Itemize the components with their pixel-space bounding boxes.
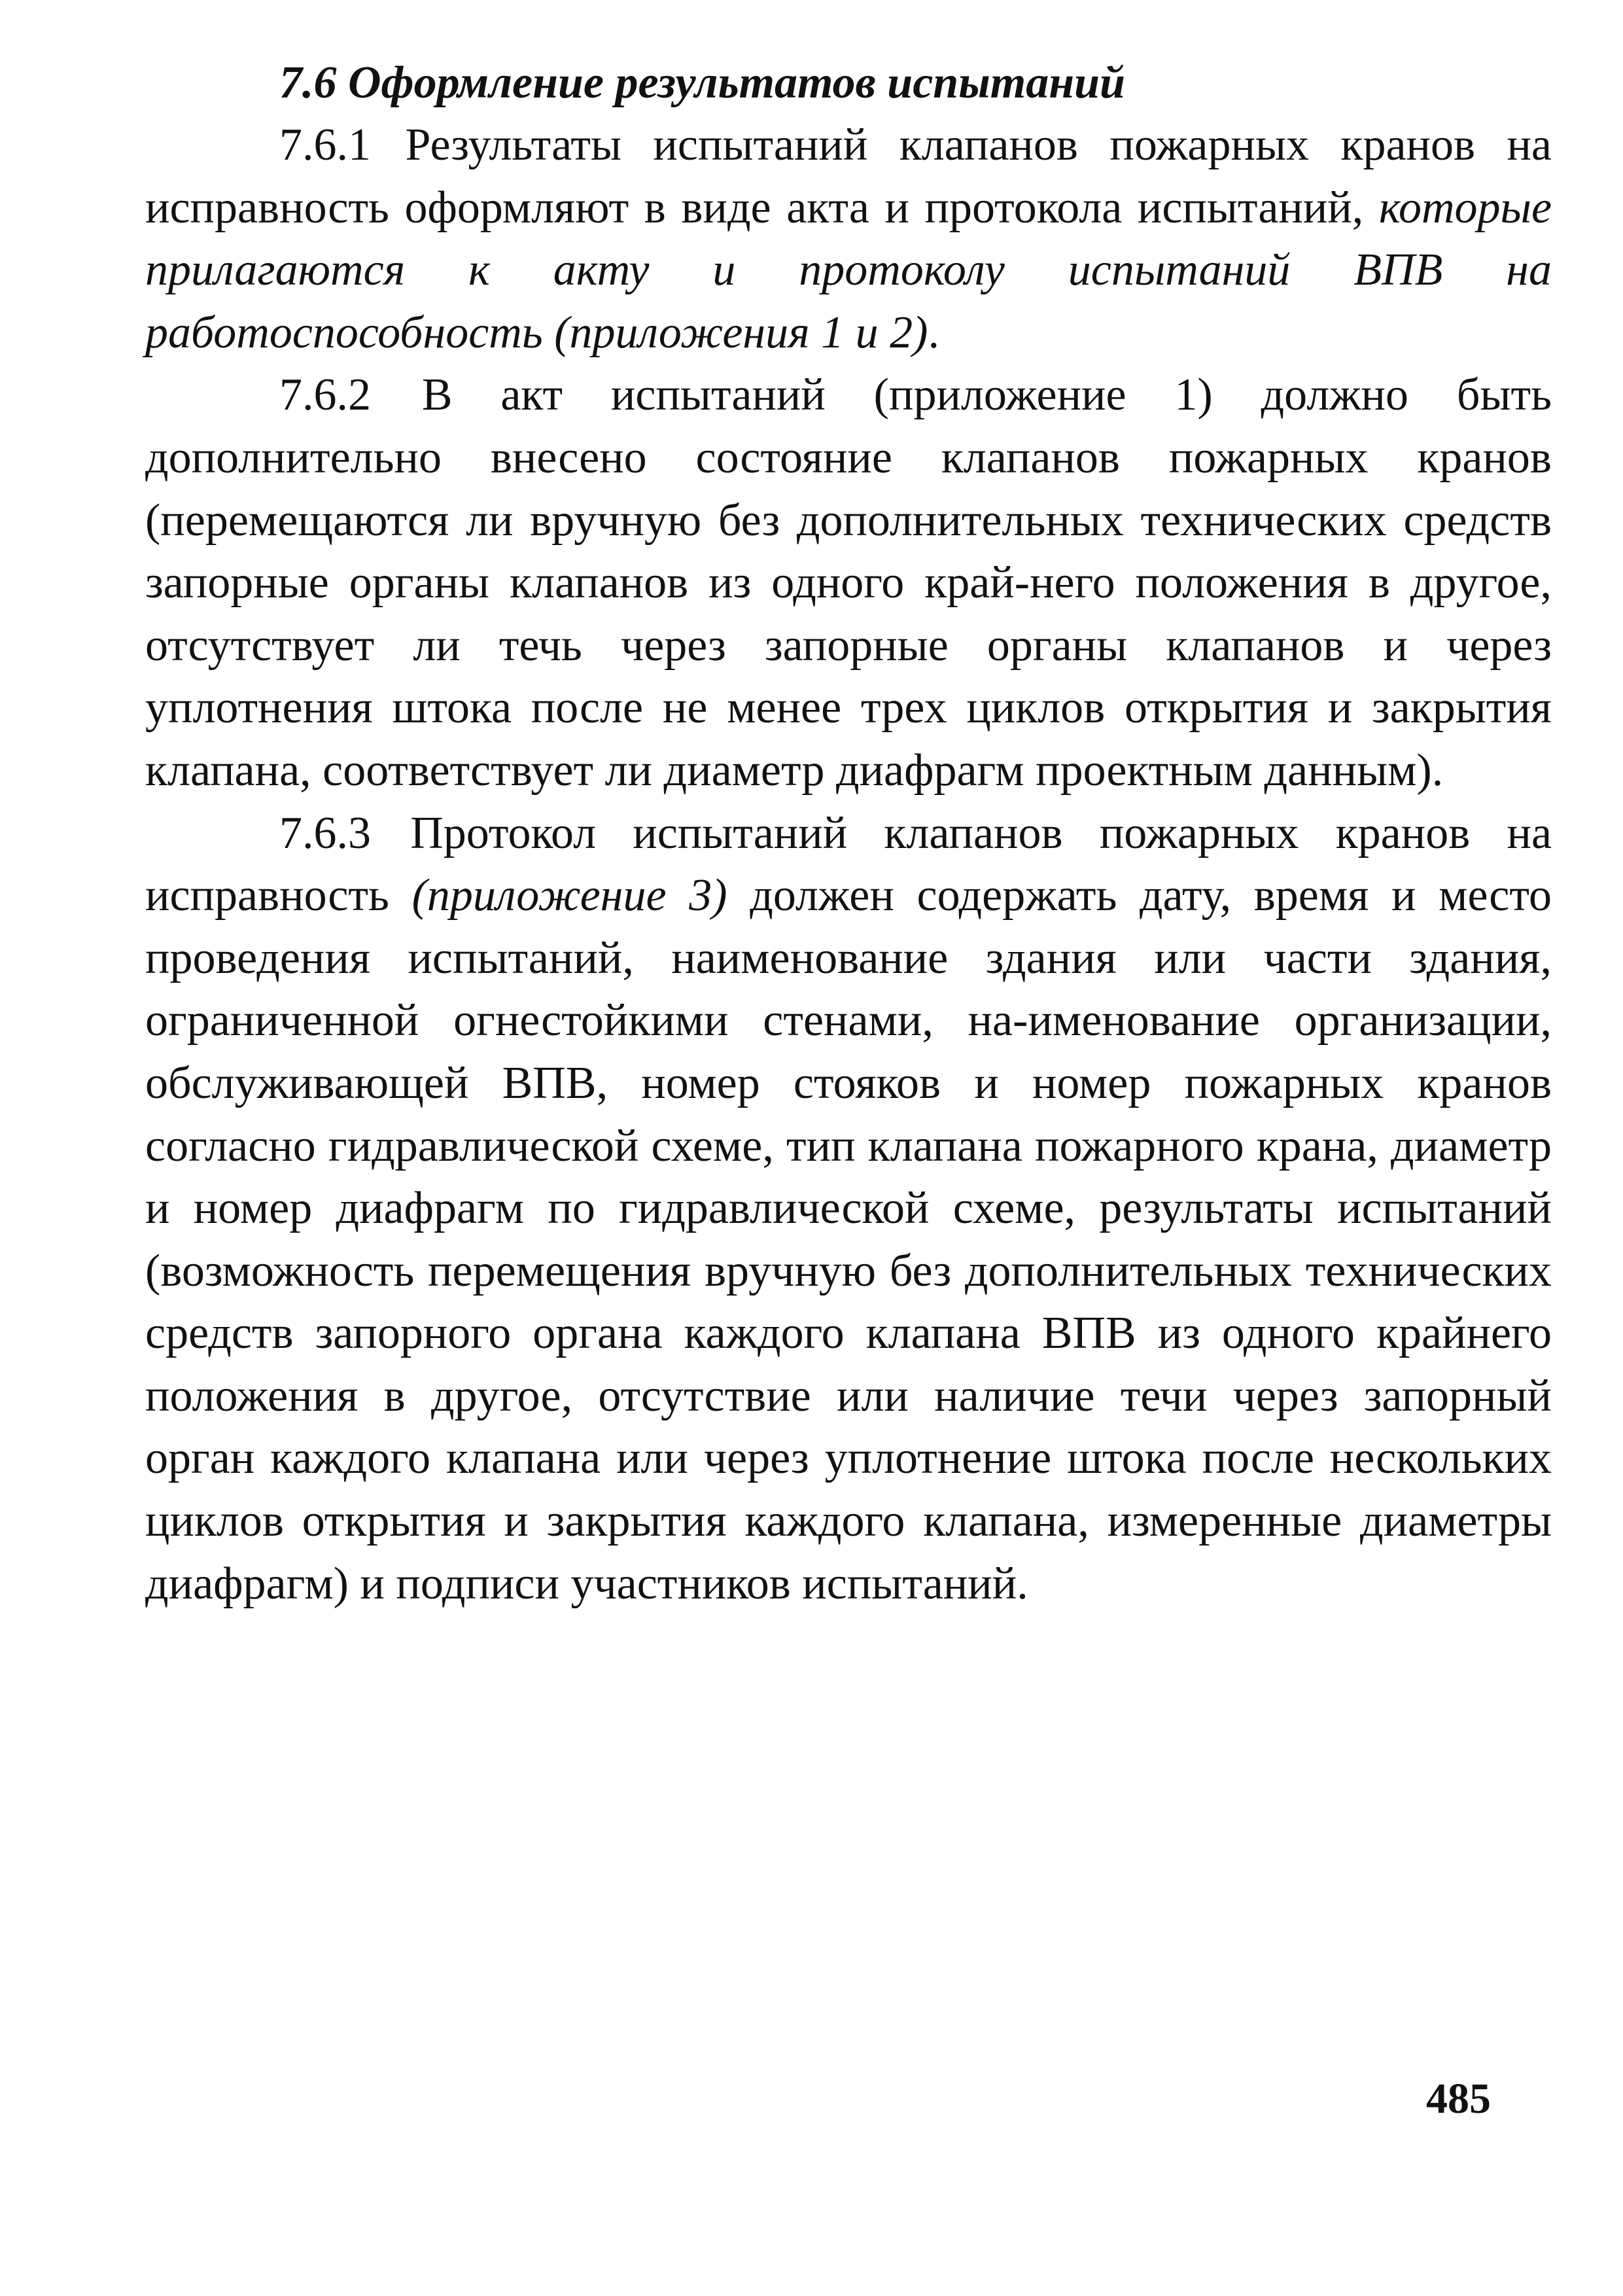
paragraph-number: 7.6.3 [279, 807, 371, 858]
paragraph-7-6-2 [145, 364, 1552, 802]
paragraph-7-6-1 [145, 114, 1552, 364]
paragraph-text-part-a: должен содержать дату, время и место проведения испытаний, наименование здания или части здания, ограниченной огнестойкими стенами, на- [145, 870, 1552, 1046]
paragraph-tail: . [928, 307, 939, 358]
paragraph-7-6-3 [145, 802, 1552, 1616]
paragraph-text-part-b: именование организации, обслуживающей ВПВ, номер стояков и номер пожарных кранов согласно гидравлической схеме, тип клапана пожарного крана, диаметр и номер диафрагм по гидравлической схеме, результаты испытаний (возможность перемещения вручную без дополнительных технических средств запорного органа каждого клапана ВПВ из одного крайнего положения в другое, отсутствие или наличие течи через запорный орган каждого клапана или через уплотнение штока после нескольких циклов открытия и закрытия каждого клапана, измеренные диаметры диафрагм) и подписи участников испытаний. [145, 995, 1552, 1609]
paragraph-text-part-a: В акт испытаний (приложение 1) должно быть дополнительно внесено состояние клапанов пожарных кранов (перемещаются ли вручную без дополнительных технических средств запорные органы клапанов из одного край- [145, 370, 1552, 609]
paragraph-italic-text: которые прилагаются к акту и протоколу испытаний ВПВ на работоспособность (приложения 1 и 2) [145, 182, 1552, 358]
paragraph-text: Протокол испытаний клапанов пожарных кранов на исправность [145, 807, 1552, 921]
paragraph-number: 7.6.2 [279, 370, 371, 421]
paragraph-text: Результаты испытаний клапанов пожарных кранов на исправность оформляют в виде акта и протокола испытаний, [145, 120, 1552, 233]
paragraph-text-part-b: него положения в другое, отсутствует ли течь через запорные органы клапанов и через уплотнения штока после не менее трех циклов открытия и закрытия клапана, соответствует ли диаметр диафрагм проектным данным). [145, 557, 1552, 796]
paragraph-italic-text: (приложение 3) [411, 870, 727, 921]
page-number: 485 [1426, 2075, 1491, 2123]
section-title: 7.6 Оформление результатов испытаний [279, 58, 1125, 108]
paragraph-number: 7.6.1 [279, 120, 371, 170]
document-page [145, 52, 1552, 1615]
